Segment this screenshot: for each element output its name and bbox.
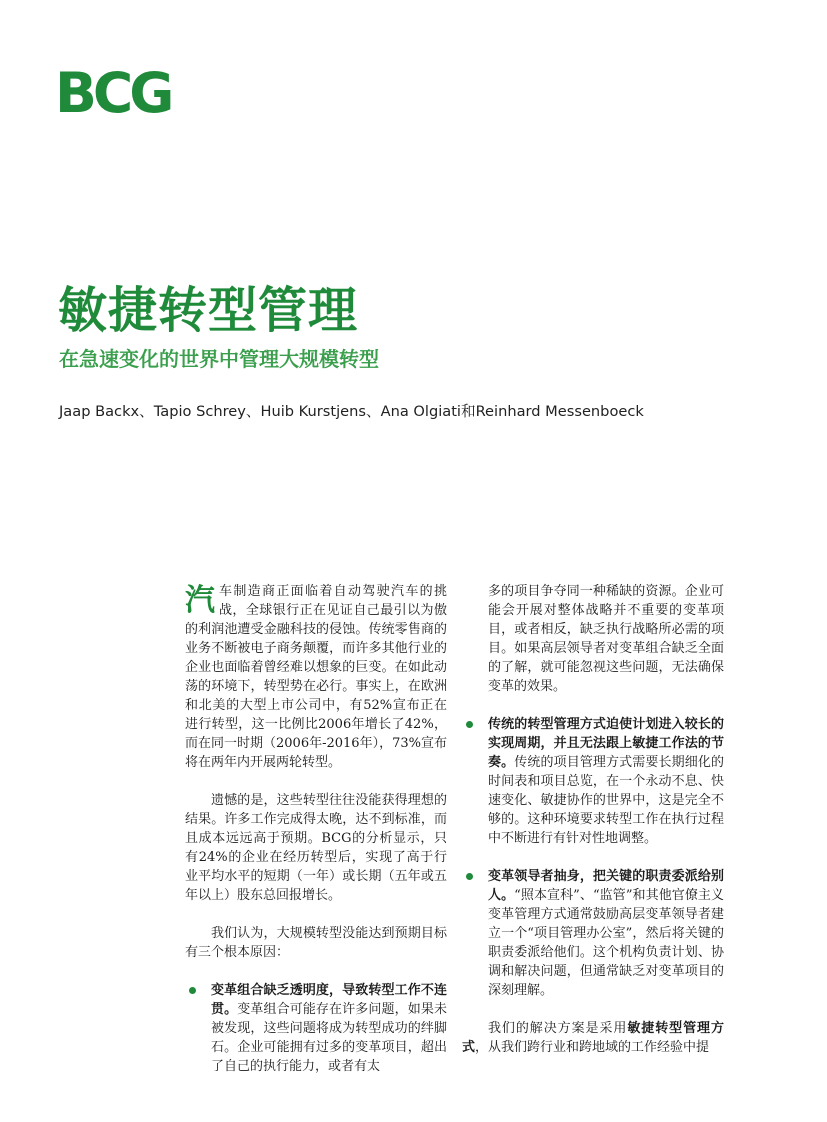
bullet-dot-icon <box>189 987 196 994</box>
solution-paragraph: 我们的解决方案是采用敏捷转型管理方式，从我们跨行业和跨地域的工作经验中提 <box>462 1021 724 1055</box>
right-column <box>462 582 724 1057</box>
bcg-logo-text: BCG <box>55 66 171 116</box>
author-list: Jaap Backx、Tapio Schrey、Huib Kurstjens、Ana Olgiati和Reinhard Messenboeck <box>59 403 644 420</box>
intro-paragraph: 汽车制造商正面临着自动驾驶汽车的挑战，全球银行正在见证自己最引以为傲的利润池遭受金融科技的侵蚀。传统零售商的业务不断被电子商务颠覆，而许多其他行业的企业也面临着曾经难以想象的巨变。在如此动荡的环境下，转型势在必行。事实上，在欧洲和北美的大型上市公司中，有52%宣布正在进行转型，这一比例比2006年增长了42%，而在同一时期（2006年-2016年），73%宣布将在两年内开展两轮转型。 <box>185 583 447 770</box>
page-subtitle: 在急速变化的世界中管理大规模转型 <box>59 347 379 371</box>
bullet-dot-icon <box>466 721 473 728</box>
bullet-item: 变革领导者抽身，把关键的职责委派给别人。“照本宣科”、“监管”和其他官僚主义变革管理方式通常鼓励高层变革领导者建立一个“项目管理办公室”，然后将关键的职责委派给他们。这个机构负责计划、协调和解决问题，但通常缺乏对变革项目的深刻理解。 <box>462 867 724 1000</box>
bullet-dot-icon <box>466 873 473 880</box>
bullet-item: 传统的转型管理方式迫使计划进入较长的实现周期，并且无法跟上敏捷工作法的节奏。传统的项目管理方式需要长期细化的时间表和项目总览，在一个永动不息、快速变化、敏捷协作的世界中，这是完全不够的。这种环境要求转型工作在执行过程中不断进行有针对性地调整。 <box>462 715 724 848</box>
drop-cap: 汽 <box>185 583 215 618</box>
bullet-continuation: 多的项目争夺同一种稀缺的资源。企业可能会开展对整体战略并不重要的变革项目，或者相反，缺乏执行战略所必需的项目。如果高层领导者对变革组合缺乏全面的了解，就可能忽视这些问题，无法确保变革的效果。 <box>488 584 724 694</box>
bullet-item: 变革组合缺乏透明度，导致转型工作不连贯。变革组合可能存在许多问题，如果未被发现，这些问题将成为转型成功的绊脚石。企业可能拥有过多的变革项目，超出了自己的执行能力，或者有太 <box>185 981 447 1076</box>
left-column <box>185 582 447 1076</box>
reasons-paragraph: 我们认为，大规模转型没能达到预期目标有三个根本原因： <box>185 926 447 960</box>
bcg-logo <box>55 66 177 116</box>
page-title: 敏捷转型管理 <box>58 281 359 339</box>
results-paragraph: 遗憾的是，这些转型往往没能获得理想的结果。许多工作完成得太晚，达不到标准，而且成本远远高于预期。BCG的分析显示，只有24%的企业在经历转型后，实现了高于行业平均水平的短期（一年）或长期（五年或五年以上）股东总回报增长。 <box>185 793 447 903</box>
